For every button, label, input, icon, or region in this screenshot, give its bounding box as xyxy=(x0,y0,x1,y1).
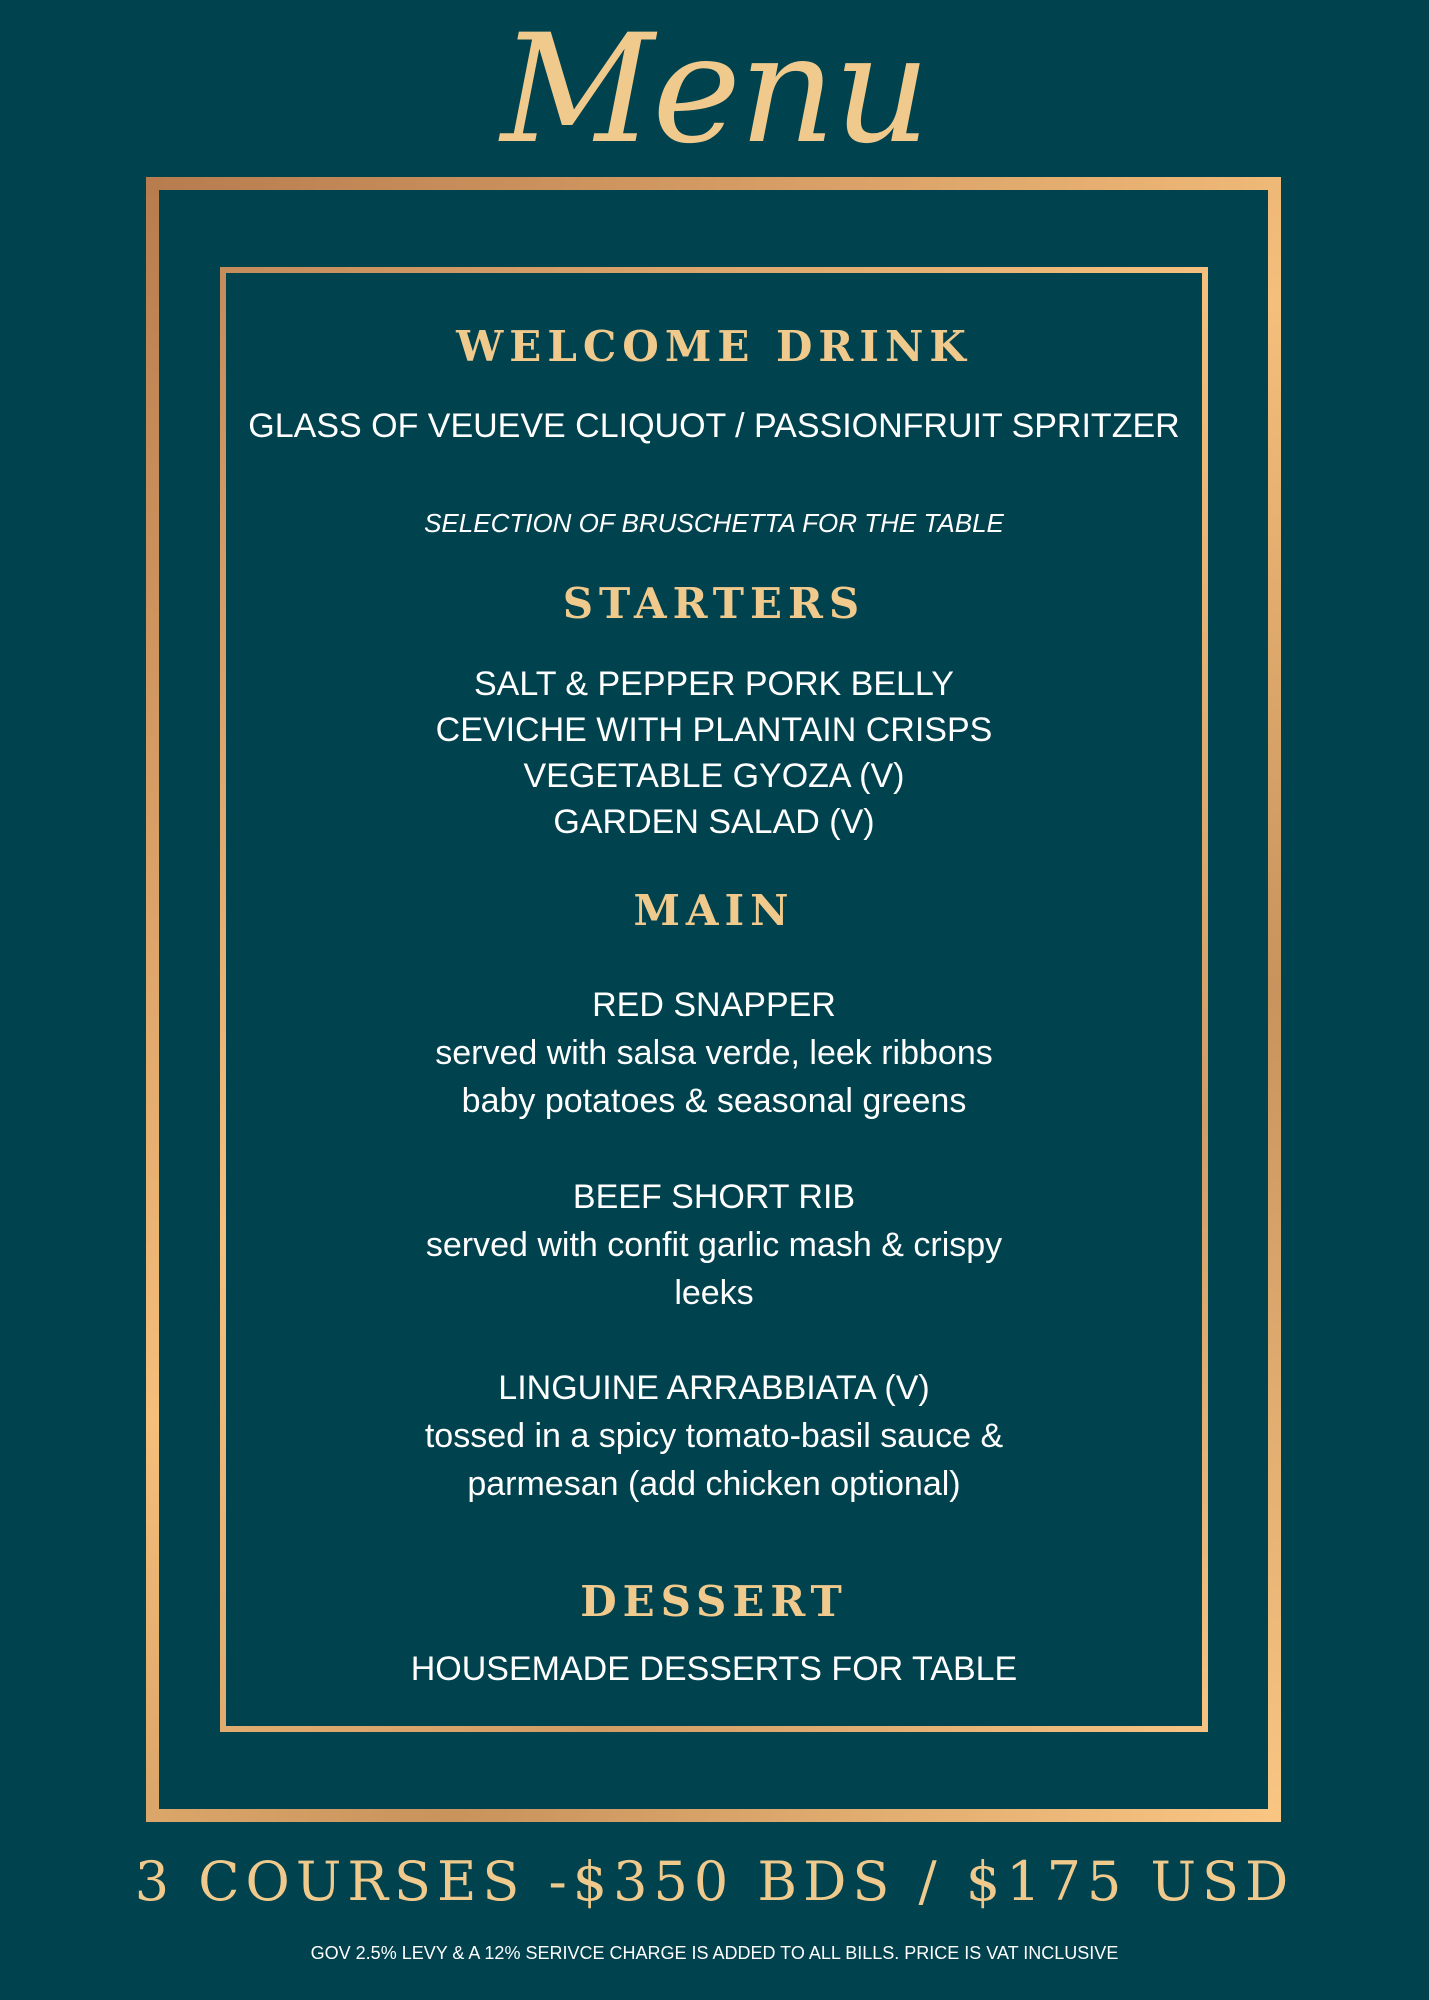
main-heading: MAIN xyxy=(633,886,795,935)
main-dish-linguine xyxy=(226,1364,1202,1508)
main-dish-red-snapper xyxy=(226,981,1202,1125)
starter-item: VEGETABLE GYOZA (V) xyxy=(523,757,905,795)
starter-item: SALT & PEPPER PORK BELLY xyxy=(474,665,954,703)
starters-heading: STARTERS xyxy=(562,579,866,628)
bruschetta-note: SELECTION OF BRUSCHETTA FOR THE TABLE xyxy=(424,508,1004,538)
dish-description: served with confit garlic mash & crispy xyxy=(425,1226,1003,1264)
starters-list xyxy=(226,661,1202,845)
dish-description: served with salsa verde, leek ribbons xyxy=(435,1034,993,1072)
dish-name: RED SNAPPER xyxy=(592,986,836,1024)
dessert-heading: DESSERT xyxy=(580,1577,848,1626)
dish-name: LINGUINE ARRABBIATA (V) xyxy=(498,1369,930,1407)
starter-item: CEVICHE WITH PLANTAIN CRISPS xyxy=(435,711,993,749)
price-line: 3 COURSES -$350 BDS / $175 USD xyxy=(134,1850,1295,1913)
dessert-section xyxy=(226,1646,1202,1692)
dish-description: tossed in a spicy tomato-basil sauce & xyxy=(424,1417,1004,1455)
footnote: GOV 2.5% LEVY & A 12% SERIVCE CHARGE IS ADDED TO ALL BILLS. PRICE IS VAT INCLUSIVE xyxy=(310,1943,1119,1963)
dessert-line: HOUSEMADE DESSERTS FOR TABLE xyxy=(410,1650,1018,1688)
welcome-drink-heading: WELCOME DRINK xyxy=(456,322,972,371)
welcome-drink-section xyxy=(226,403,1202,449)
bruschetta-note-section xyxy=(226,500,1202,546)
dish-name: BEEF SHORT RIB xyxy=(572,1178,856,1216)
dish-description: parmesan (add chicken optional) xyxy=(467,1465,961,1503)
menu-title: Menu xyxy=(500,3,929,177)
welcome-drink-line: GLASS OF VEUEVE CLIQUOT / PASSIONFRUIT SPRITZER xyxy=(248,407,1180,445)
starter-item: GARDEN SALAD (V) xyxy=(553,803,875,841)
dish-description: leeks xyxy=(674,1274,754,1312)
dish-description: baby potatoes & seasonal greens xyxy=(461,1082,967,1120)
main-dish-beef-short-rib xyxy=(226,1173,1202,1317)
